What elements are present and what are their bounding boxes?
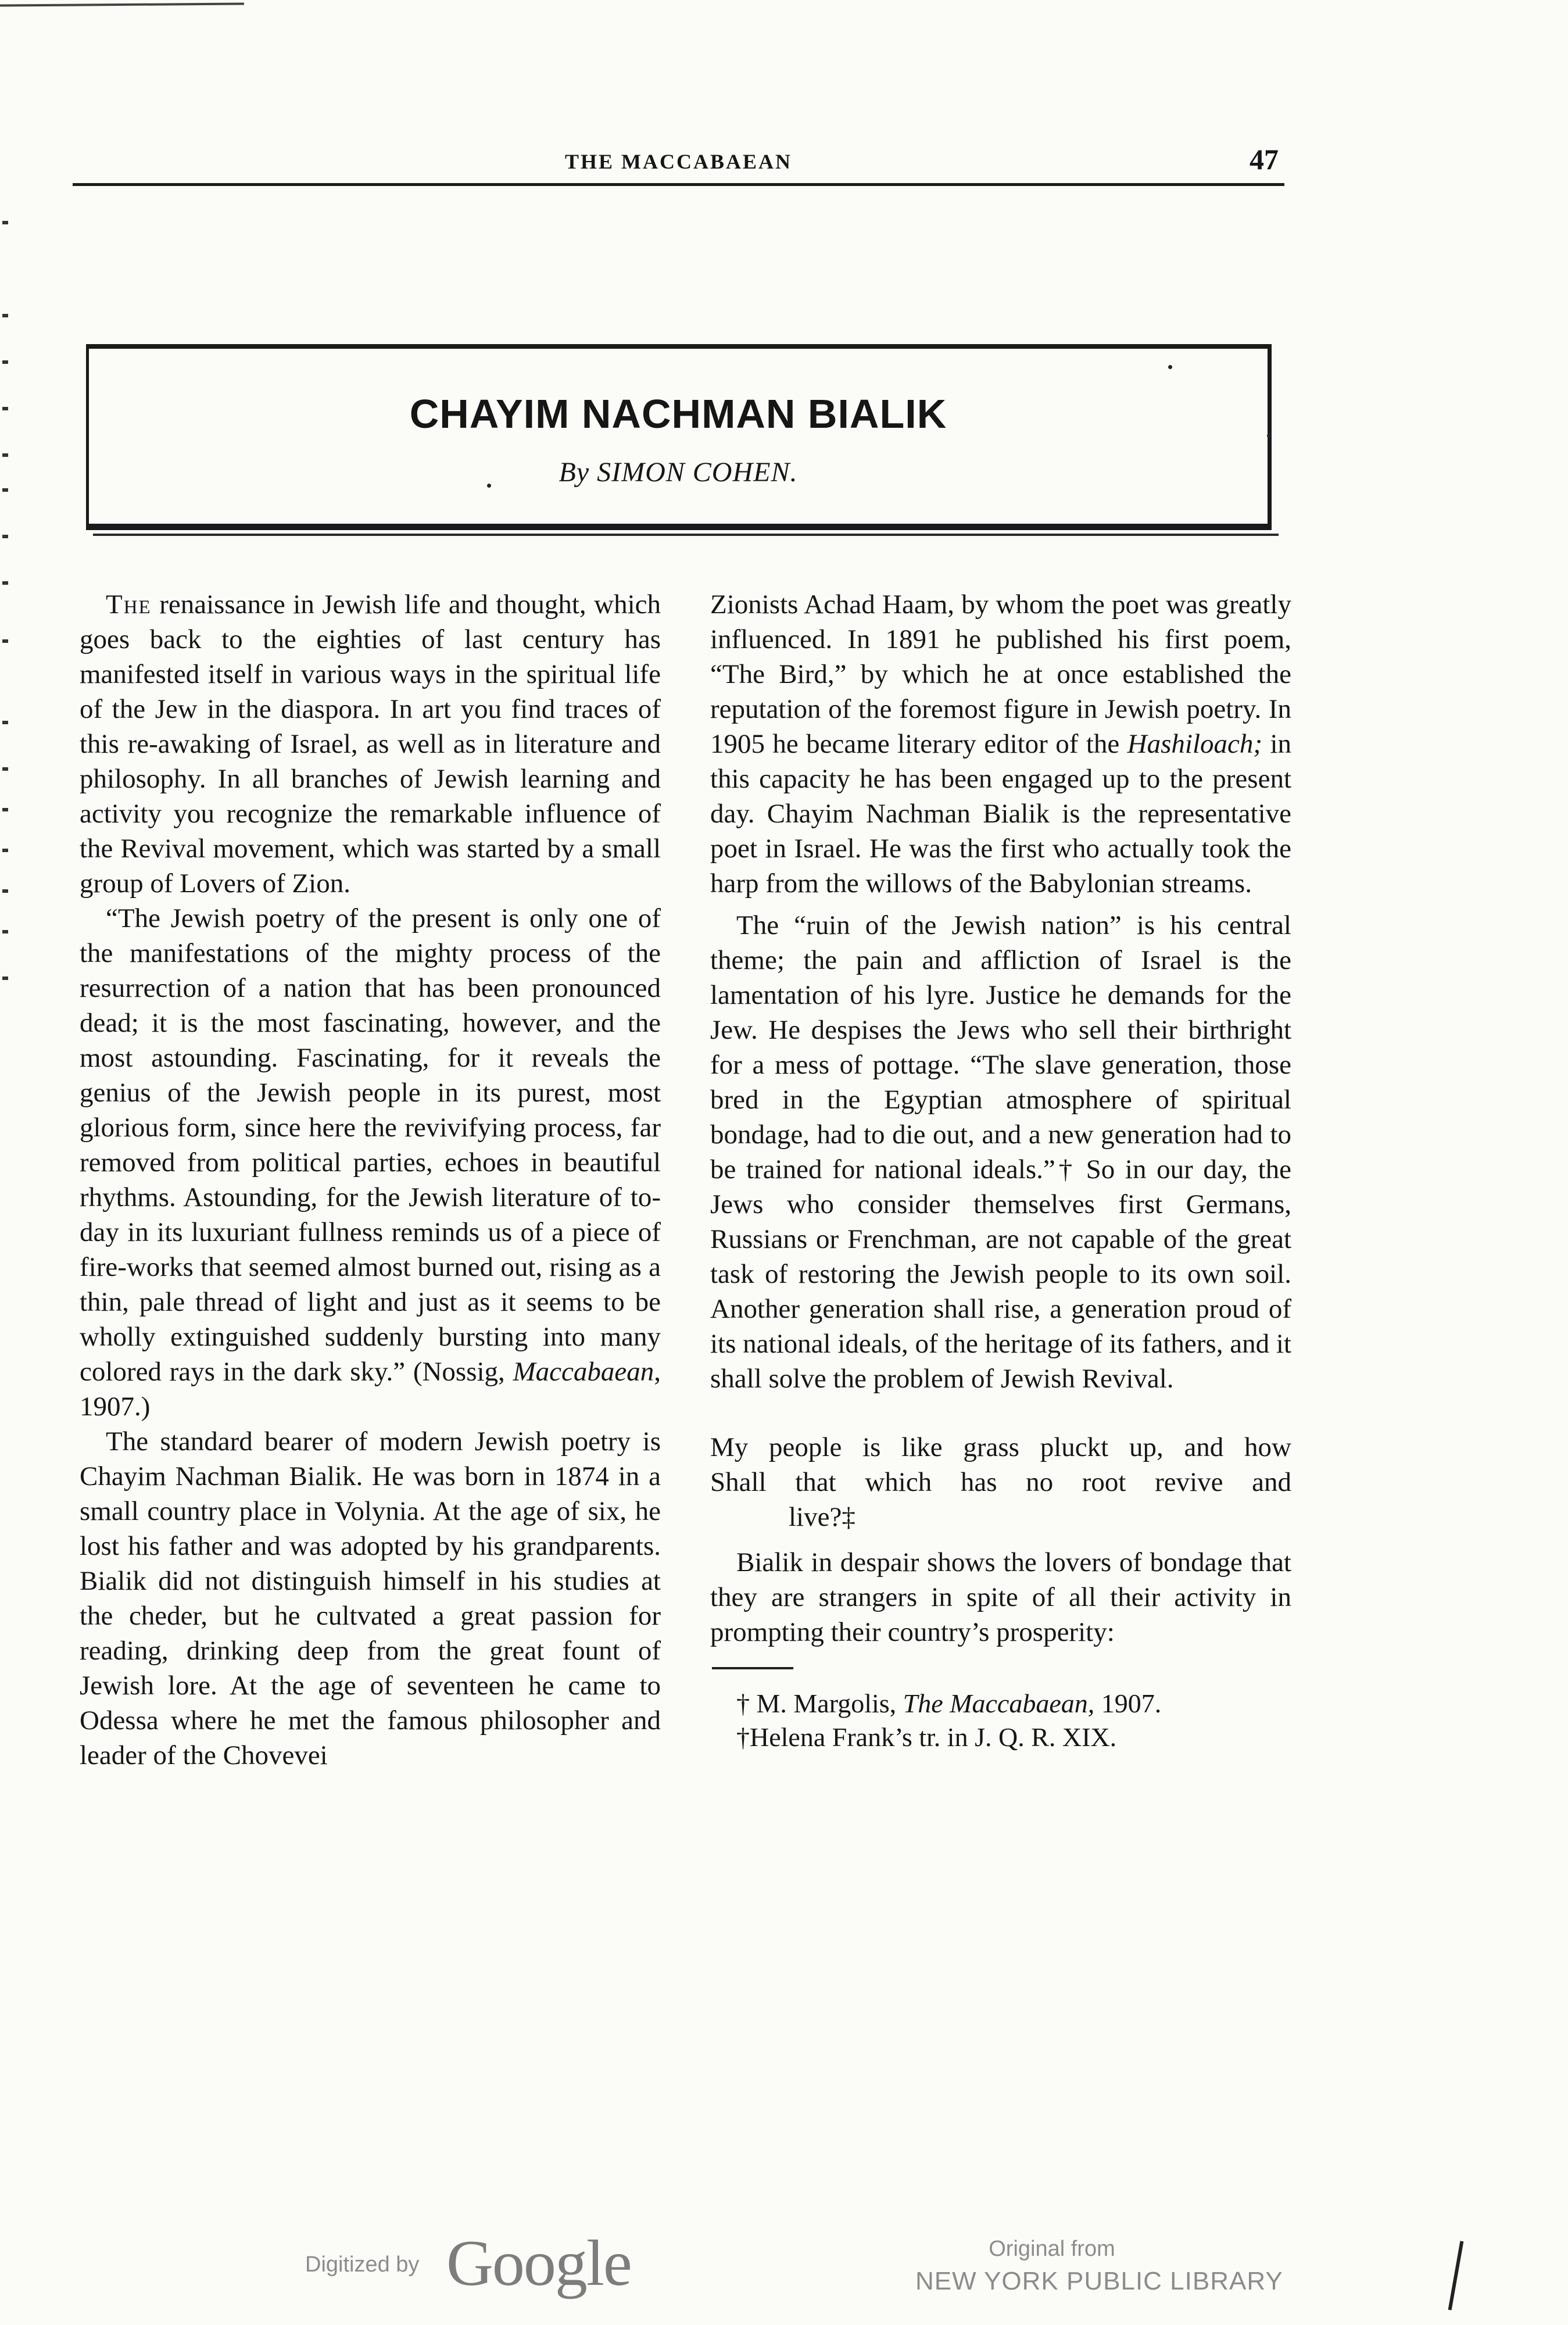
verse-line: live?‡ bbox=[789, 1502, 855, 1532]
paragraph-text: renaissance in Jewish life and thought, which goes back to the eighties of last century has manifested itself in various ways in the spiritual life of the Jew in the diaspora. In art you find traces of this re-awaking of Israel, as well as in literature and philosophy. In all branches of Jewish learning and activity you recognize the remarkable influence of the Revival movement, which was started by a small group of Lovers of Zion. bbox=[80, 589, 661, 899]
byline: By SIMON COHEN. bbox=[559, 457, 798, 488]
paragraph-text: “The Jewish poetry of the present is only one of the manifestations of the mighty process of the resurrection of a nation that has been pronounced dead; it is the most fascinating, however, and the most astounding. Fascinating, for it reveals the genius of the Jewish people in its purest, most glorious form, since here the revivifying process, far removed from political parties, echoes in beautiful rhythms. Astounding, for the Jewish literature of to-day in its luxuriant fullness reminds us of a piece of fire-works that seemed almost burned out, rising as a thin, pale thread of light and just as it seems to be wholly extinguished suddenly bursting into many colored rays in the dark sky.” (Nossig, bbox=[80, 903, 661, 1387]
speck bbox=[1267, 434, 1271, 438]
journal-title: Hashiloach; bbox=[1127, 729, 1263, 759]
speck bbox=[1168, 365, 1172, 369]
title-box bbox=[86, 344, 1272, 530]
footnotes bbox=[710, 1687, 1291, 1754]
footnote-text: † M. Margolis, bbox=[736, 1689, 903, 1718]
paragraph-despair bbox=[710, 1545, 1291, 1650]
citation-end: , 1907.) bbox=[80, 1357, 661, 1422]
adjacent-page-edge bbox=[0, 221, 17, 1035]
right-column bbox=[710, 587, 1291, 1754]
paragraph-renaissance bbox=[80, 587, 661, 901]
paragraph-text: in this capacity he has been engaged up to the present day. Chayim Nachman Bialik is the representative poet in Israel. He was the first who actually took the harp from the willows of the Babylonian streams. bbox=[710, 729, 1292, 899]
drop-lead: The bbox=[106, 589, 152, 620]
paragraph-text: The “ruin of the Jewish nation” is his central theme; the pain and affliction of Israel is the lamentation of his lyre. Justice he demands for the Jew. He despises the Jews who sell their birthright for a mess of pottage. “The slave generation, those bred in the Egyptian atmosphere of spiritual bondage, had to die out, and a new generation had to be trained for national ideals.”† So in our day, the Jews who consider themselves first Germans, Russians or Frenchman, are not capable of the great task of restoring the Jewish people to its own soil. Another generation shall rise, a generation proud of its national ideals, of the heritage of its fathers, and it shall solve the problem of Jewish Revival. bbox=[710, 910, 1291, 1394]
footnote-1 bbox=[736, 1687, 1291, 1721]
original-from-label: Original from bbox=[989, 2237, 1115, 2261]
verse-line: My people is like grass pluckt up, and how bbox=[710, 1432, 1291, 1462]
footnote-2: †Helena Frank’s tr. in J. Q. R. XIX. bbox=[736, 1722, 1117, 1752]
paragraph-standard-bearer bbox=[80, 1424, 661, 1773]
paragraph-text: The standard bearer of modern Jewish poetry is Chayim Nachman Bialik. He was born in 1874 in a small country place in Volynia. At the age of six, he lost his father and was adopted by his grandparents. Bialik did not distinguish himself in his studies at the cheder, but he cultvated a great passion for reading, drinking deep from the great fount of Jewish lore. At the age of seventeen he came to Odessa where he met the famous philosopher and leader of the Chovevei bbox=[80, 1426, 661, 1770]
title-underline bbox=[93, 534, 1279, 536]
library-name: NEW YORK PUBLIC LIBRARY bbox=[915, 2267, 1283, 2295]
paragraph-nossig-quote bbox=[80, 901, 661, 1424]
journal-name: THE MACCABAEAN bbox=[564, 150, 792, 173]
footnote-text: 1907. bbox=[1094, 1689, 1162, 1718]
verse-quote bbox=[710, 1430, 1291, 1535]
paragraph-achad-haam bbox=[710, 587, 1291, 901]
running-header bbox=[73, 142, 1284, 186]
scan-mark bbox=[1448, 2241, 1464, 2310]
speck bbox=[487, 484, 491, 488]
paragraph-text: Bialik in despair shows the lovers of bondage that they are strangers in spite of all their activity in prompting their country’s prosperity: bbox=[710, 1547, 1291, 1647]
digitized-by-label: Digitized by bbox=[305, 2252, 420, 2277]
paragraph-central-theme bbox=[710, 908, 1291, 1396]
page-number: 47 bbox=[1250, 143, 1279, 176]
article-title: CHAYIM NACHMAN BIALIK bbox=[409, 391, 947, 437]
footnote-title: The Maccabaean, bbox=[903, 1689, 1095, 1718]
verse-line: Shall that which has no root revive and bbox=[710, 1467, 1291, 1497]
google-logo: Google bbox=[446, 2227, 631, 2299]
paragraph-text: Zionists Achad Haam, by whom the poet was greatly influenced. In 1891 he published his first poem, “The Bird,” by which he at once established the reputation of the foremost figure in Jewish poetry. In 1905 he became literary editor of the bbox=[710, 589, 1291, 759]
citation-title: Maccabaean bbox=[513, 1357, 654, 1387]
scan-streak bbox=[0, 3, 244, 7]
left-column bbox=[80, 587, 661, 1773]
footnote-divider bbox=[712, 1667, 793, 1669]
